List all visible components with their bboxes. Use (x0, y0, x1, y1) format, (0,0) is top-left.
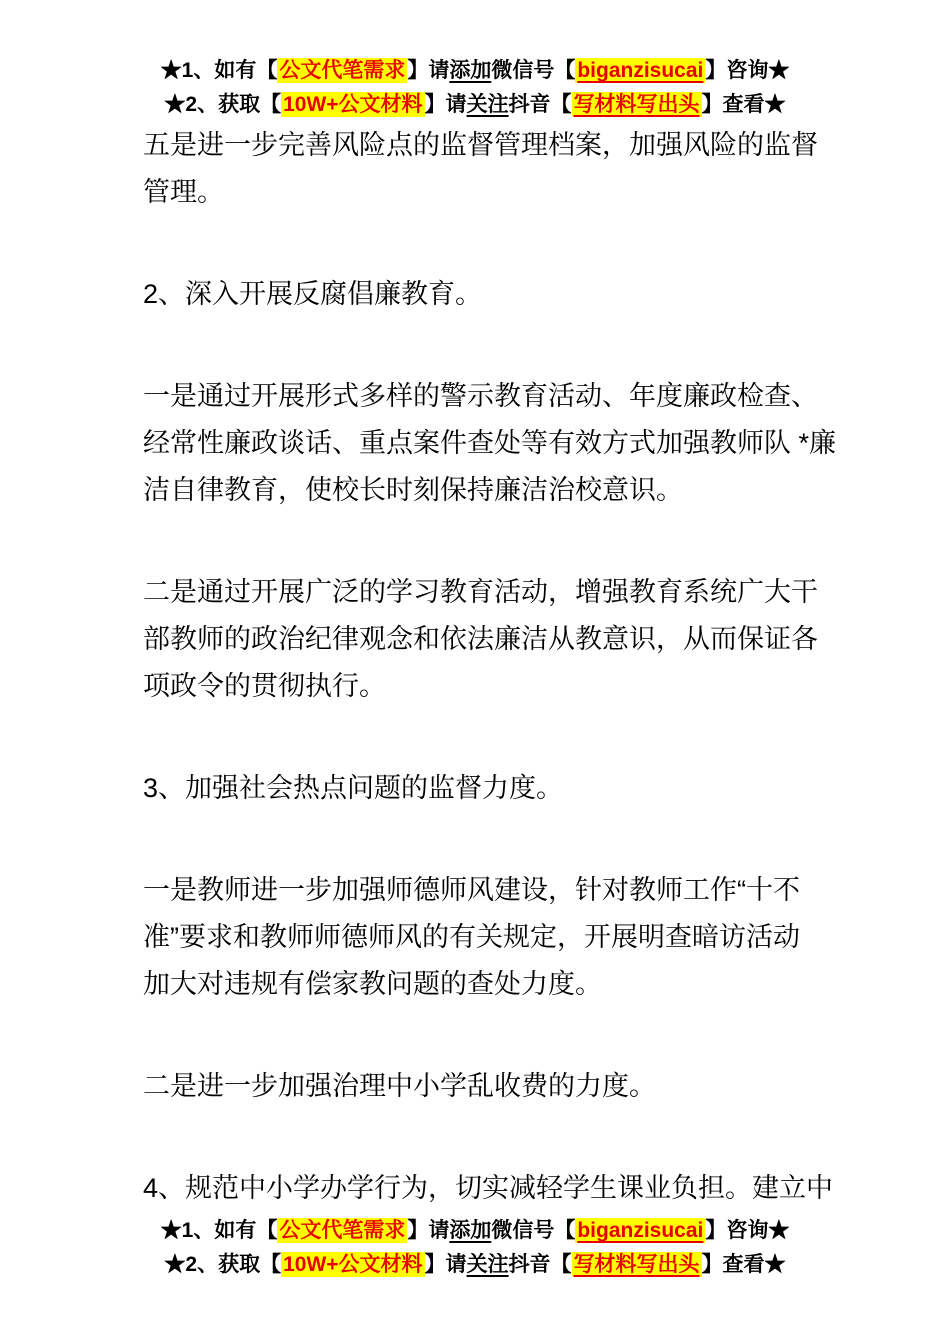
ad-segment: 微信号【 (491, 1219, 576, 1242)
text-line: 二是通过开展广泛的学习教育活动，增强教育系统广大干 (143, 577, 818, 607)
footer-ad (0, 1214, 950, 1282)
ad-segment: 】请 (407, 1219, 450, 1242)
text-line: 项政令的贯彻执行。 (143, 671, 386, 701)
paragraph (143, 373, 910, 514)
ad-segment: 关注 (466, 1253, 509, 1276)
text-line: 二是进一步加强治理中小学乱收费的力度。 (143, 1071, 656, 1101)
ad-segment: 写材料写出头 (573, 93, 700, 116)
paragraph (143, 1165, 910, 1212)
ad-segment: 】请 (424, 1253, 467, 1276)
text-line: 部教师的政治纪律观念和依法廉洁从教意识，从而保证各 (143, 624, 818, 654)
paragraph (143, 867, 910, 1008)
paragraph (143, 569, 910, 710)
paragraph (143, 271, 910, 318)
ad-segment: 】咨询★ (705, 1219, 790, 1242)
header-ad (0, 0, 950, 122)
ad-line (0, 1248, 950, 1282)
ad-segment: 】查看★ (701, 93, 786, 116)
text-line: 五是进一步完善风险点的监督管理档案，加强风险的监督 (143, 130, 818, 160)
text-line: 准”要求和教师师德师风的有关规定，开展明查暗访活动 (143, 922, 800, 952)
ad-segment: 10W+公文材料 (283, 1253, 423, 1276)
document-body (0, 122, 950, 1212)
paragraph (143, 1063, 910, 1110)
ad-segment: biganzisucai (577, 59, 704, 82)
ad-segment: ★2、获取【 (164, 1253, 282, 1276)
ad-segment: 】咨询★ (705, 59, 790, 82)
ad-segment: ★1、如有【 (160, 1219, 278, 1242)
ad-segment: 抖音【 (508, 1253, 572, 1276)
ad-line (0, 88, 950, 122)
text-line: 一是教师进一步加强师德师风建设，针对教师工作“十不 (143, 875, 800, 905)
text-line: 洁自律教育，使校长时刻保持廉洁治校意识。 (143, 475, 683, 505)
ad-line (0, 54, 950, 88)
text-line: 经常性廉政谈话、重点案件查处等有效方式加强教师队 *廉 (143, 428, 837, 458)
text-line: 一是通过开展形式多样的警示教育活动、年度廉政检查、 (143, 381, 818, 411)
ad-segment: ★2、获取【 (164, 93, 282, 116)
ad-segment: 】请 (424, 93, 467, 116)
ad-segment: ★1、如有【 (160, 59, 278, 82)
ad-segment: 】查看★ (701, 1253, 786, 1276)
text-line: 管理。 (143, 177, 224, 207)
text-line: 加大对违规有偿家教问题的查处力度。 (143, 969, 602, 999)
ad-segment: 10W+公文材料 (283, 93, 423, 116)
ad-segment: 微信号【 (491, 59, 576, 82)
paragraph (143, 765, 910, 812)
text-line: 4、规范中小学办学行为，切实减轻学生课业负担。建立中 (143, 1173, 834, 1203)
ad-line (0, 1214, 950, 1248)
ad-segment: 公文代笔需求 (279, 1219, 406, 1242)
ad-segment: 】请 (407, 59, 450, 82)
ad-segment: 公文代笔需求 (279, 59, 406, 82)
ad-segment: 抖音【 (508, 93, 572, 116)
ad-segment: 添加 (449, 59, 492, 82)
ad-segment: biganzisucai (577, 1219, 704, 1242)
text-line: 3、加强社会热点问题的监督力度。 (143, 773, 564, 803)
paragraph (143, 122, 910, 216)
ad-segment: 添加 (449, 1219, 492, 1242)
ad-segment: 关注 (466, 93, 509, 116)
text-line: 2、深入开展反腐倡廉教育。 (143, 279, 483, 309)
ad-segment: 写材料写出头 (573, 1253, 700, 1276)
